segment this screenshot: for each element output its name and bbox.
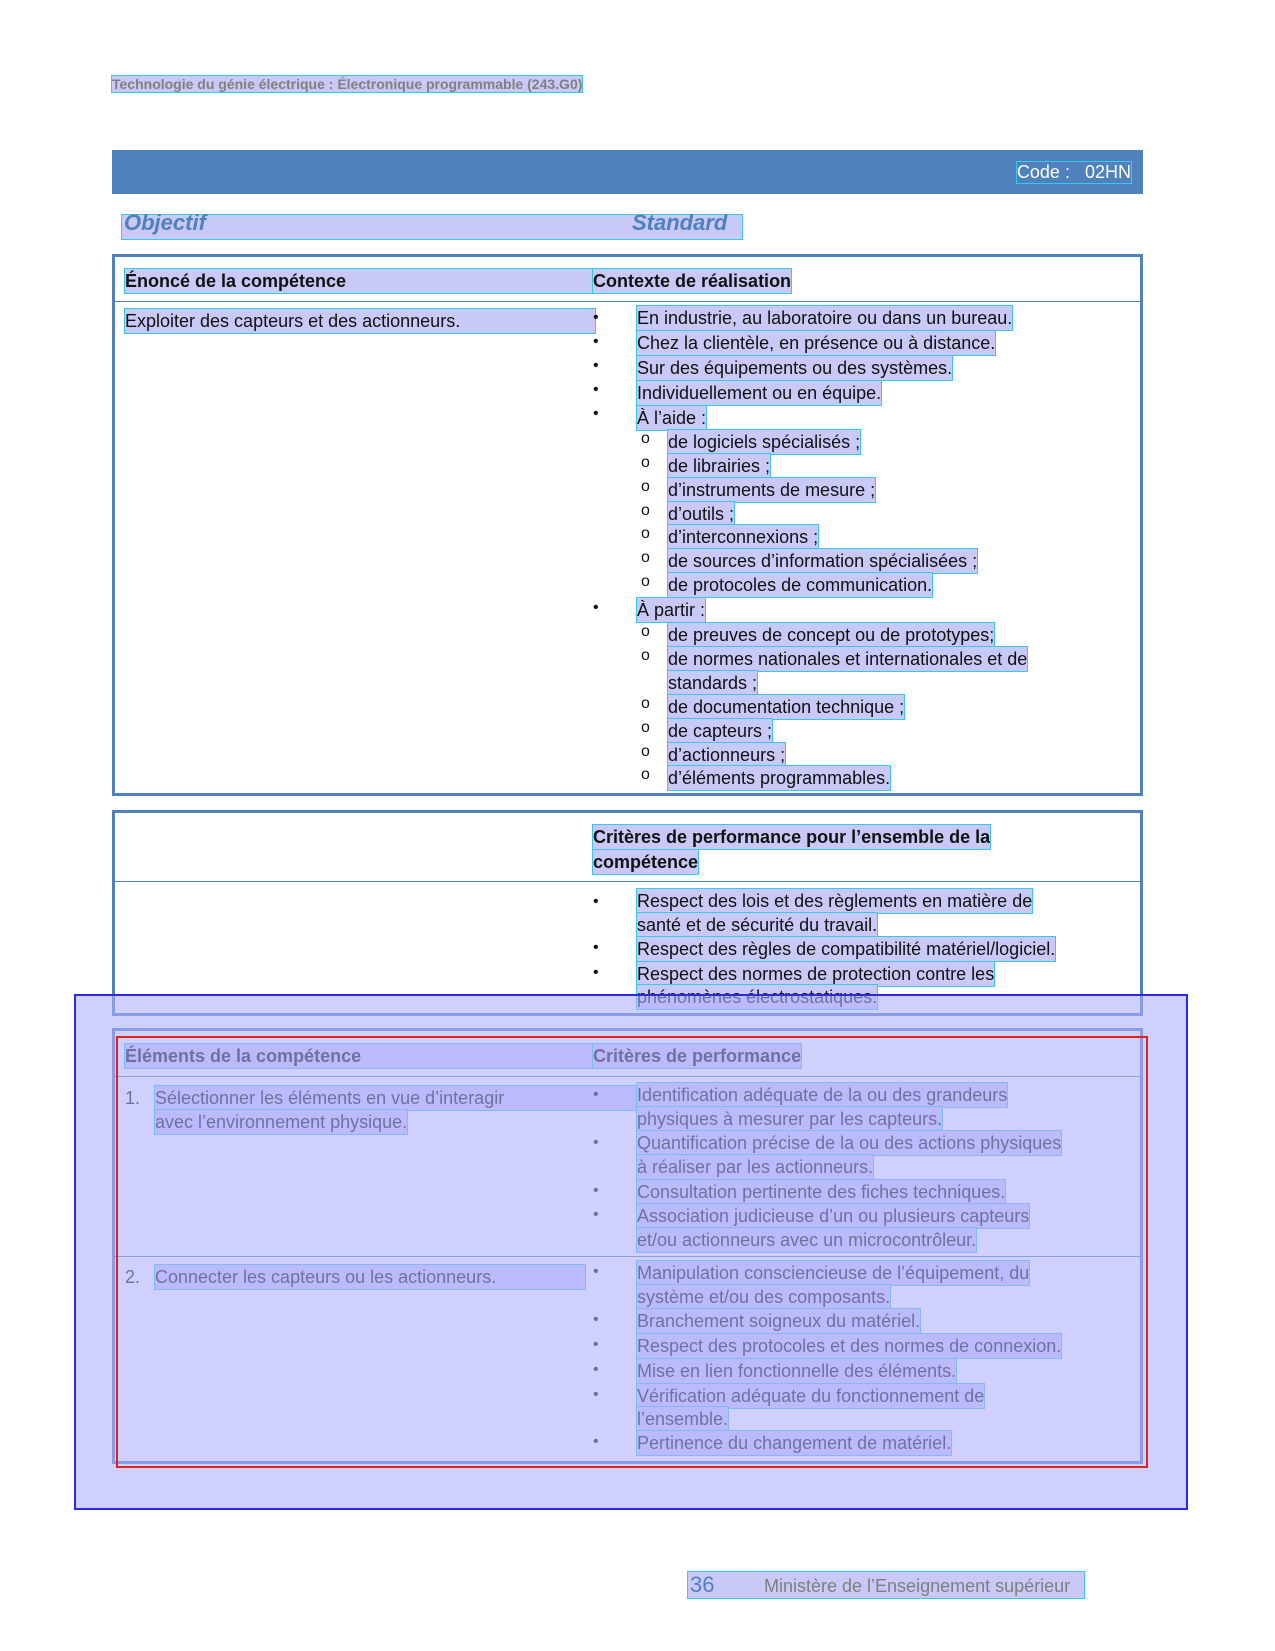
- global-criteria-header-continued: compétence: [593, 852, 699, 872]
- partir-item: de documentation technique ;: [668, 697, 905, 717]
- row-divider: [115, 301, 1140, 302]
- circle-bullet-icon: o: [641, 525, 650, 542]
- circle-bullet-icon: o: [641, 454, 650, 471]
- bullet-icon: •: [593, 309, 599, 326]
- context-item: En industrie, au laboratoire ou dans un bureau.: [637, 308, 1013, 328]
- bullet-icon: •: [593, 964, 599, 981]
- circle-bullet-icon: o: [641, 549, 650, 566]
- selection-outline: [116, 1036, 1148, 1468]
- context-item: Chez la clientèle, en présence ou à distance.: [637, 333, 996, 353]
- aide-item: d’instruments de mesure ;: [668, 480, 876, 500]
- col-header-enonce: Énoncé de la compétence: [125, 269, 595, 293]
- circle-bullet-icon: o: [641, 573, 650, 590]
- objective-title: Objectif: [124, 210, 206, 235]
- row-divider: [115, 881, 1140, 882]
- circle-bullet-icon: o: [641, 766, 650, 783]
- bullet-icon: •: [593, 333, 599, 350]
- aide-item: de protocoles de communication.: [668, 575, 933, 595]
- aide-item: de logiciels spécialisés ;: [668, 432, 861, 452]
- circle-bullet-icon: o: [641, 695, 650, 712]
- bullet-icon: •: [593, 893, 599, 910]
- partir-item: d’actionneurs ;: [668, 745, 786, 765]
- aide-item: d’interconnexions ;: [668, 527, 819, 547]
- aide-item: de librairies ;: [668, 456, 771, 476]
- circle-bullet-icon: o: [641, 502, 650, 519]
- program-header: Technologie du génie électrique : Électronique programmable (243.G0): [112, 76, 583, 92]
- global-criteria-header: Critères de performance pour l’ensemble de la: [593, 827, 991, 847]
- partir-item: de capteurs ;: [668, 721, 773, 741]
- circle-bullet-icon: o: [641, 430, 650, 447]
- code-label: Code : 02HN: [1016, 162, 1131, 182]
- circle-bullet-icon: o: [641, 478, 650, 495]
- competence-statement: Exploiter des capteurs et des actionneurs.: [125, 309, 595, 333]
- context-item-aide: À l’aide :: [637, 408, 707, 428]
- bullet-icon: •: [593, 405, 599, 422]
- page-number: 36: [690, 1572, 715, 1597]
- code-value: 02HN: [1084, 162, 1131, 182]
- standard-title: Standard: [632, 210, 728, 235]
- col-header-contexte: Contexte de réalisation: [593, 271, 792, 291]
- context-item: Sur des équipements ou des systèmes.: [637, 358, 953, 378]
- partir-item: d’éléments programmables.: [668, 768, 891, 788]
- circle-bullet-icon: o: [641, 623, 650, 640]
- global-criterion: Respect des normes de protection contre les: [637, 964, 995, 984]
- partir-item: de preuves de concept ou de prototypes;: [668, 625, 995, 645]
- global-criterion: Respect des lois et des règlements en matière de: [637, 891, 1033, 911]
- global-criterion-continued: santé et de sécurité du travail.: [637, 915, 878, 935]
- partir-item: de normes nationales et internationales et de: [668, 649, 1028, 669]
- global-criteria-table: [112, 810, 1143, 1016]
- global-criterion: Respect des règles de compatibilité matériel/logiciel.: [637, 939, 1056, 959]
- circle-bullet-icon: o: [641, 743, 650, 760]
- bullet-icon: •: [593, 357, 599, 374]
- bullet-icon: •: [593, 381, 599, 398]
- context-item: Individuellement ou en équipe.: [637, 383, 882, 403]
- competence-table: [112, 254, 1143, 796]
- bullet-icon: •: [593, 939, 599, 956]
- footer-ministry: Ministère de l’Enseignement supérieur: [764, 1576, 1071, 1596]
- circle-bullet-icon: o: [641, 719, 650, 736]
- code-bar: [112, 150, 1143, 194]
- bullet-icon: •: [593, 599, 599, 616]
- aide-item: de sources d’information spécialisées ;: [668, 551, 978, 571]
- aide-item: d’outils ;: [668, 504, 735, 524]
- context-item-partir: À partir :: [637, 600, 706, 620]
- circle-bullet-icon: o: [641, 647, 650, 664]
- partir-item-continued: standards ;: [668, 673, 758, 693]
